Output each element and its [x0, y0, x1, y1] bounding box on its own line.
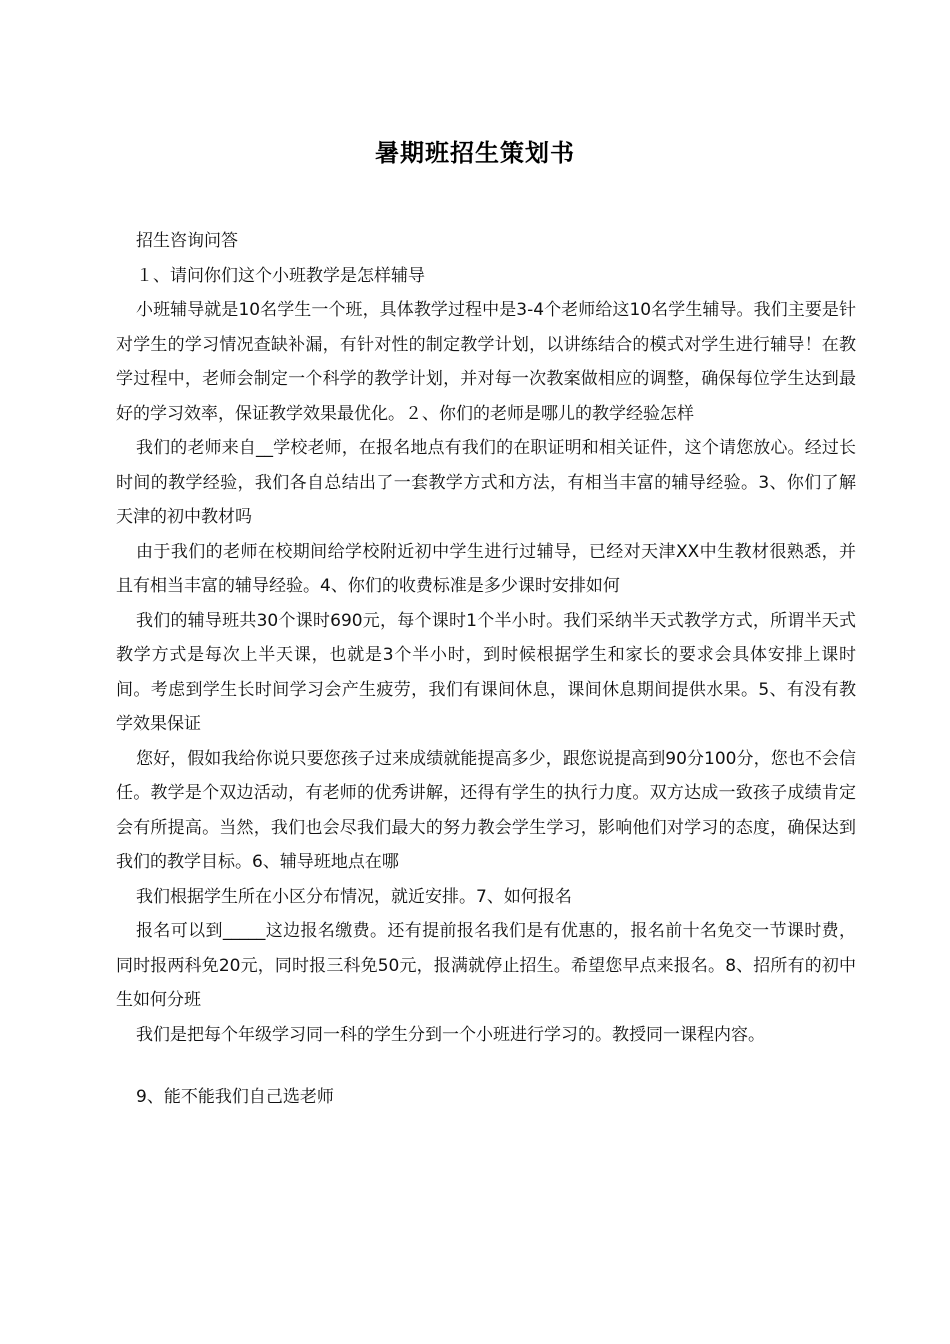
- document-title: 暑期班招生策划书: [375, 139, 575, 167]
- answer-paragraph: 由于我们的老师在校期间给学校附近初中学生进行过辅导，已经对天津XX中生教材很熟悉，并且有相当丰富的辅导经验。4、你们的收费标准是多少课时安排如何: [116, 541, 856, 596]
- answer-paragraph: 小班辅导就是10名学生一个班，具体教学过程中是3-4个老师给这10名学生辅导。我们主要是针对学生的学习情况查缺补漏，有针对性的制定教学计划，以讲练结合的模式对学生进行辅导！在教学过程中，老师会制定一个科学的教学计划，并对每一次教案做相应的调整，确保每位学生达到最好的学习效率，保证教学效果最优化。２、你们的老师是哪儿的教学经验怎样: [116, 300, 856, 424]
- paragraph-spacer: [116, 1052, 856, 1080]
- question-1: １、请问你们这个小班教学是怎样辅导: [136, 265, 425, 286]
- answer-paragraph: 我们的老师来自__学校老师，在报名地点有我们的在职证明和相关证件，这个请您放心。经过长时间的教学经验，我们各自总结出了一套教学方式和方法，有相当丰富的辅导经验。3、你们了解天津的初中教材吗: [116, 438, 856, 527]
- answer-paragraph: 报名可以到_____这边报名缴费。还有提前报名我们是有优惠的，报名前十名免交一节课时费，同时报两科免20元，同时报三科免50元，报满就停止招生。希望您早点来报名。8、招所有的初中生如何分班: [116, 921, 856, 1010]
- answer-paragraph: 我们的辅导班共30个课时690元，每个课时1个半小时。我们采纳半天式教学方式，所谓半天式教学方式是每次上半天课，也就是3个半小时，到时候根据学生和家长的要求会具体安排上课时间。考虑到学生长时间学习会产生疲劳，我们有课间休息，课间休息期间提供水果。5、有没有教学效果保证: [116, 610, 856, 734]
- answer-paragraph: 您好，假如我给你说只要您孩子过来成绩就能提高多少，跟您说提高到90分100分，您也不会信任。教学是个双边活动，有老师的优秀讲解，还得有学生的执行力度。双方达成一致孩子成绩肯定会有所提高。当然，我们也会尽我们最大的努力教会学生学习，影响他们对学习的态度，确保达到我们的教学目标。6、辅导班地点在哪: [116, 748, 856, 872]
- document-body: [116, 224, 856, 1115]
- section-heading: 招生咨询问答: [136, 231, 238, 251]
- answer-paragraph: 我们根据学生所在小区分布情况，就近安排。7、如何报名: [136, 886, 572, 907]
- answer-paragraph: 我们是把每个年级学习同一科的学生分到一个小班进行学习的。教授同一课程内容。: [136, 1024, 765, 1045]
- question-9: 9、能不能我们自己选老师: [136, 1087, 334, 1107]
